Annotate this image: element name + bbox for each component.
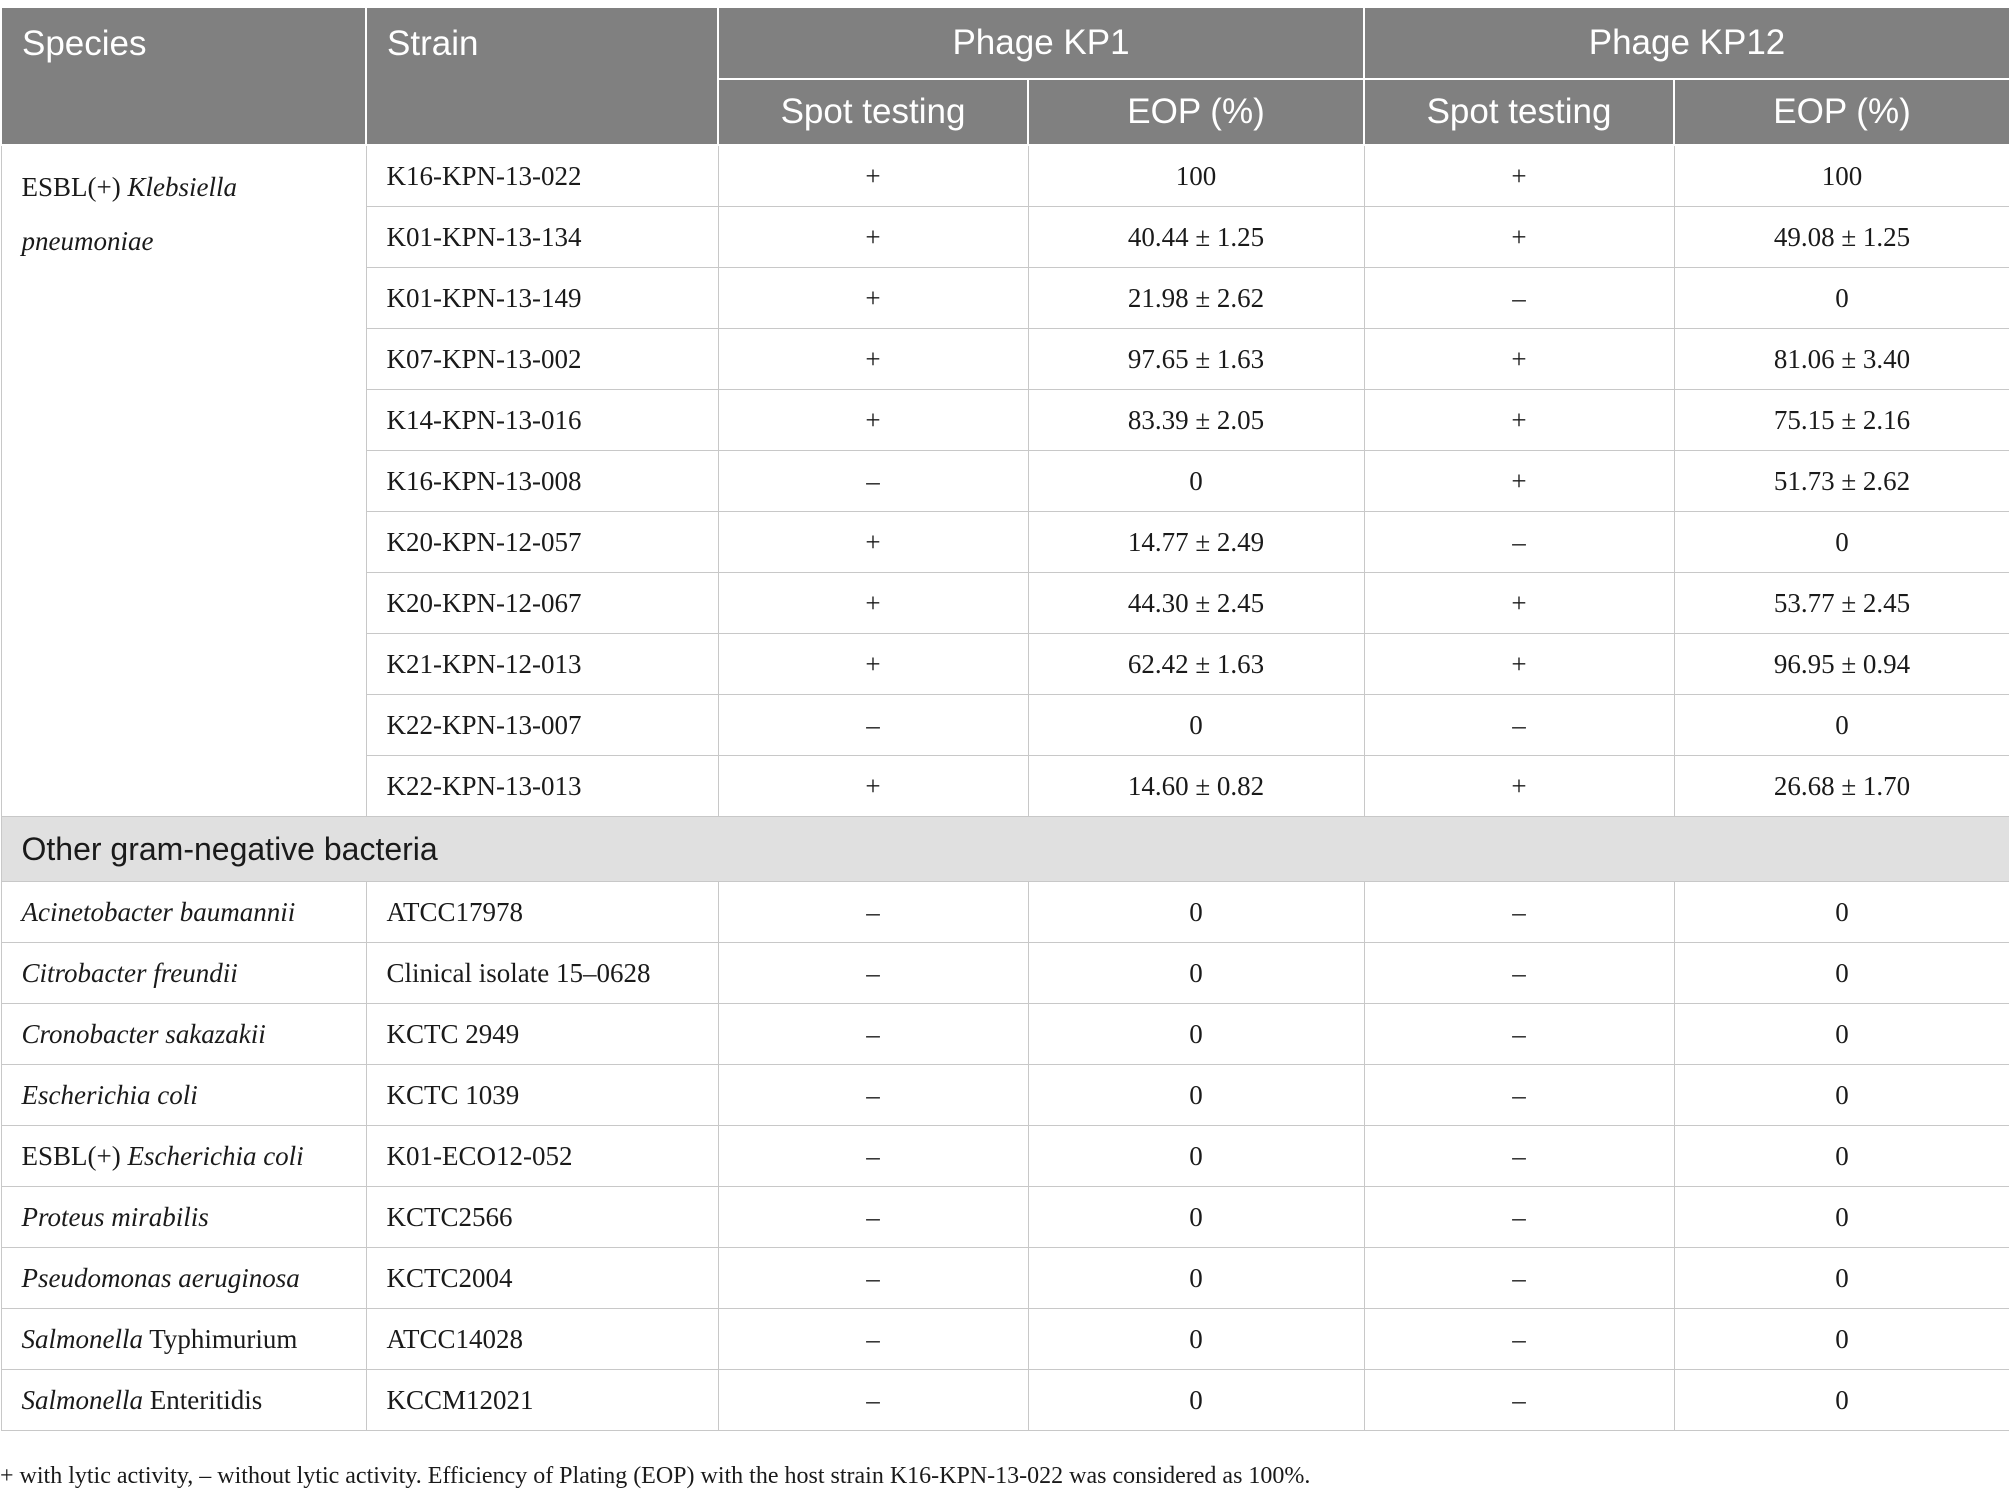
kp12-spot-cell: –	[1364, 1187, 1674, 1248]
kp1-spot-cell: –	[718, 1004, 1028, 1065]
kp1-spot-cell: +	[718, 390, 1028, 451]
kp1-spot-cell: –	[718, 1309, 1028, 1370]
strain-cell: K07-KPN-13-002	[366, 329, 718, 390]
kp1-spot-cell: +	[718, 207, 1028, 268]
kp1-spot-cell: –	[718, 1248, 1028, 1309]
strain-cell: K22-KPN-13-013	[366, 756, 718, 817]
kp1-spot-cell: +	[718, 512, 1028, 573]
kp1-spot-cell: +	[718, 329, 1028, 390]
header-kp12-eop: EOP (%)	[1674, 79, 2009, 145]
species-cell	[1, 1004, 366, 1065]
table-row	[1, 145, 2009, 207]
kp12-eop-cell: 0	[1674, 882, 2009, 943]
table-row	[1, 1370, 2009, 1431]
kp12-spot-cell: +	[1364, 573, 1674, 634]
kp1-eop-cell: 40.44 ± 1.25	[1028, 207, 1364, 268]
kp1-eop-cell: 21.98 ± 2.62	[1028, 268, 1364, 329]
header-kp12-spot: Spot testing	[1364, 79, 1674, 145]
kp1-spot-cell: –	[718, 1065, 1028, 1126]
section-row	[1, 817, 2009, 882]
species-prefix: ESBL(+)	[21, 172, 128, 202]
kp12-eop-cell: 0	[1674, 1370, 2009, 1431]
kp12-eop-cell: 100	[1674, 145, 2009, 207]
table-header	[1, 8, 2009, 145]
strain-cell: KCTC 2949	[366, 1004, 718, 1065]
kp12-spot-cell: –	[1364, 882, 1674, 943]
header-species: Species	[1, 8, 366, 145]
phage-host-range-table	[0, 8, 2009, 1431]
kp12-eop-cell: 0	[1674, 695, 2009, 756]
kp12-spot-cell: –	[1364, 1004, 1674, 1065]
kp12-eop-cell: 0	[1674, 1004, 2009, 1065]
strain-cell: KCTC2004	[366, 1248, 718, 1309]
kp1-eop-cell: 0	[1028, 1065, 1364, 1126]
kp12-spot-cell: +	[1364, 756, 1674, 817]
kp1-eop-cell: 0	[1028, 1126, 1364, 1187]
species-name: Pseudomonas aeruginosa	[21, 1262, 300, 1293]
strain-cell: Clinical isolate 15–0628	[366, 943, 718, 1004]
header-phage-kp12: Phage KP12	[1364, 8, 2009, 79]
strain-cell: K16-KPN-13-008	[366, 451, 718, 512]
table-row	[1, 943, 2009, 1004]
species-cell	[1, 1248, 366, 1309]
kp12-spot-cell: –	[1364, 1065, 1674, 1126]
kp12-spot-cell: +	[1364, 329, 1674, 390]
kp1-eop-cell: 0	[1028, 451, 1364, 512]
strain-cell: K22-KPN-13-007	[366, 695, 718, 756]
kp12-spot-cell: –	[1364, 1370, 1674, 1431]
kp1-spot-cell: –	[718, 882, 1028, 943]
kp1-eop-cell: 0	[1028, 1187, 1364, 1248]
kp12-eop-cell: 0	[1674, 512, 2009, 573]
strain-cell: K01-ECO12-052	[366, 1126, 718, 1187]
kp1-eop-cell: 97.65 ± 1.63	[1028, 329, 1364, 390]
kp12-eop-cell: 81.06 ± 3.40	[1674, 329, 2009, 390]
kp12-eop-cell: 0	[1674, 1309, 2009, 1370]
kp1-eop-cell: 0	[1028, 1004, 1364, 1065]
table-footnote: + with lytic activity, – without lytic activity. Efficiency of Plating (EOP) with the host strain K16-KPN-13-022 was considered as 100%.	[0, 1463, 1311, 1489]
species-cell	[1, 1187, 366, 1248]
kp12-spot-cell: –	[1364, 512, 1674, 573]
kp1-spot-cell: –	[718, 943, 1028, 1004]
section-title: Other gram-negative bacteria	[1, 817, 2009, 882]
header-phage-kp1: Phage KP1	[718, 8, 1364, 79]
kp1-spot-cell: –	[718, 695, 1028, 756]
species-suffix: Typhimurium	[143, 1323, 298, 1354]
strain-cell: ATCC17978	[366, 882, 718, 943]
kp12-eop-cell: 0	[1674, 1065, 2009, 1126]
header-kp1-spot: Spot testing	[718, 79, 1028, 145]
species-cell	[1, 1370, 366, 1431]
species-cell	[1, 145, 366, 817]
kp12-spot-cell: –	[1364, 1126, 1674, 1187]
species-suffix: Enteritidis	[143, 1384, 263, 1415]
species-cell	[1, 1309, 366, 1370]
kp1-spot-cell: +	[718, 268, 1028, 329]
kp12-spot-cell: –	[1364, 1248, 1674, 1309]
table-row	[1, 1004, 2009, 1065]
kp12-eop-cell: 96.95 ± 0.94	[1674, 634, 2009, 695]
species-cell	[1, 882, 366, 943]
kp1-spot-cell: –	[718, 1126, 1028, 1187]
table-body	[1, 145, 2009, 1431]
strain-cell: KCTC 1039	[366, 1065, 718, 1126]
kp12-spot-cell: –	[1364, 943, 1674, 1004]
kp1-eop-cell: 44.30 ± 2.45	[1028, 573, 1364, 634]
species-name: Klebsiella pneumoniae	[21, 172, 237, 256]
strain-cell: K01-KPN-13-149	[366, 268, 718, 329]
kp12-eop-cell: 26.68 ± 1.70	[1674, 756, 2009, 817]
species-name: Escherichia coli	[127, 1140, 304, 1171]
table-row	[1, 1309, 2009, 1370]
species-name: Salmonella	[21, 1323, 143, 1354]
kp12-eop-cell: 0	[1674, 268, 2009, 329]
kp12-eop-cell: 49.08 ± 1.25	[1674, 207, 2009, 268]
kp12-eop-cell: 75.15 ± 2.16	[1674, 390, 2009, 451]
species-name: Cronobacter sakazakii	[21, 1018, 266, 1049]
species-name: Escherichia coli	[21, 1079, 198, 1110]
strain-cell: K20-KPN-12-057	[366, 512, 718, 573]
kp12-spot-cell: –	[1364, 695, 1674, 756]
kp1-eop-cell: 0	[1028, 1248, 1364, 1309]
kp1-eop-cell: 0	[1028, 1309, 1364, 1370]
kp12-spot-cell: –	[1364, 268, 1674, 329]
kp12-spot-cell: +	[1364, 207, 1674, 268]
kp1-spot-cell: +	[718, 145, 1028, 207]
strain-cell: K01-KPN-13-134	[366, 207, 718, 268]
kp12-eop-cell: 51.73 ± 2.62	[1674, 451, 2009, 512]
kp1-eop-cell: 100	[1028, 145, 1364, 207]
kp1-spot-cell: –	[718, 451, 1028, 512]
kp12-eop-cell: 53.77 ± 2.45	[1674, 573, 2009, 634]
kp1-eop-cell: 83.39 ± 2.05	[1028, 390, 1364, 451]
kp1-spot-cell: –	[718, 1370, 1028, 1431]
kp12-eop-cell: 0	[1674, 1126, 2009, 1187]
species-cell	[1, 1126, 366, 1187]
kp1-spot-cell: –	[718, 1187, 1028, 1248]
kp12-spot-cell: +	[1364, 145, 1674, 207]
kp12-eop-cell: 0	[1674, 1248, 2009, 1309]
species-prefix: ESBL(+)	[21, 1140, 128, 1171]
kp1-eop-cell: 0	[1028, 882, 1364, 943]
strain-cell: KCTC2566	[366, 1187, 718, 1248]
kp12-spot-cell: –	[1364, 1309, 1674, 1370]
kp12-spot-cell: +	[1364, 634, 1674, 695]
kp12-eop-cell: 0	[1674, 943, 2009, 1004]
header-kp1-eop: EOP (%)	[1028, 79, 1364, 145]
species-cell	[1, 1065, 366, 1126]
kp1-eop-cell: 0	[1028, 695, 1364, 756]
strain-cell: K16-KPN-13-022	[366, 145, 718, 207]
kp1-spot-cell: +	[718, 756, 1028, 817]
kp1-eop-cell: 62.42 ± 1.63	[1028, 634, 1364, 695]
species-name: Salmonella	[21, 1384, 143, 1415]
kp12-spot-cell: +	[1364, 451, 1674, 512]
strain-cell: ATCC14028	[366, 1309, 718, 1370]
species-name: Citrobacter freundii	[21, 957, 238, 988]
strain-cell: K20-KPN-12-067	[366, 573, 718, 634]
strain-cell: K14-KPN-13-016	[366, 390, 718, 451]
strain-cell: K21-KPN-12-013	[366, 634, 718, 695]
kp1-eop-cell: 14.60 ± 0.82	[1028, 756, 1364, 817]
table-row	[1, 1065, 2009, 1126]
kp12-spot-cell: +	[1364, 390, 1674, 451]
table-container	[0, 8, 2009, 1431]
kp1-eop-cell: 0	[1028, 943, 1364, 1004]
species-name: Acinetobacter baumannii	[21, 896, 296, 927]
strain-cell: KCCM12021	[366, 1370, 718, 1431]
kp1-spot-cell: +	[718, 634, 1028, 695]
kp12-eop-cell: 0	[1674, 1187, 2009, 1248]
kp1-eop-cell: 0	[1028, 1370, 1364, 1431]
kp1-spot-cell: +	[718, 573, 1028, 634]
species-name: Proteus mirabilis	[21, 1201, 209, 1232]
table-row	[1, 1187, 2009, 1248]
table-row	[1, 1248, 2009, 1309]
table-row	[1, 1126, 2009, 1187]
table-row	[1, 882, 2009, 943]
kp1-eop-cell: 14.77 ± 2.49	[1028, 512, 1364, 573]
species-cell	[1, 943, 366, 1004]
header-strain: Strain	[366, 8, 718, 145]
